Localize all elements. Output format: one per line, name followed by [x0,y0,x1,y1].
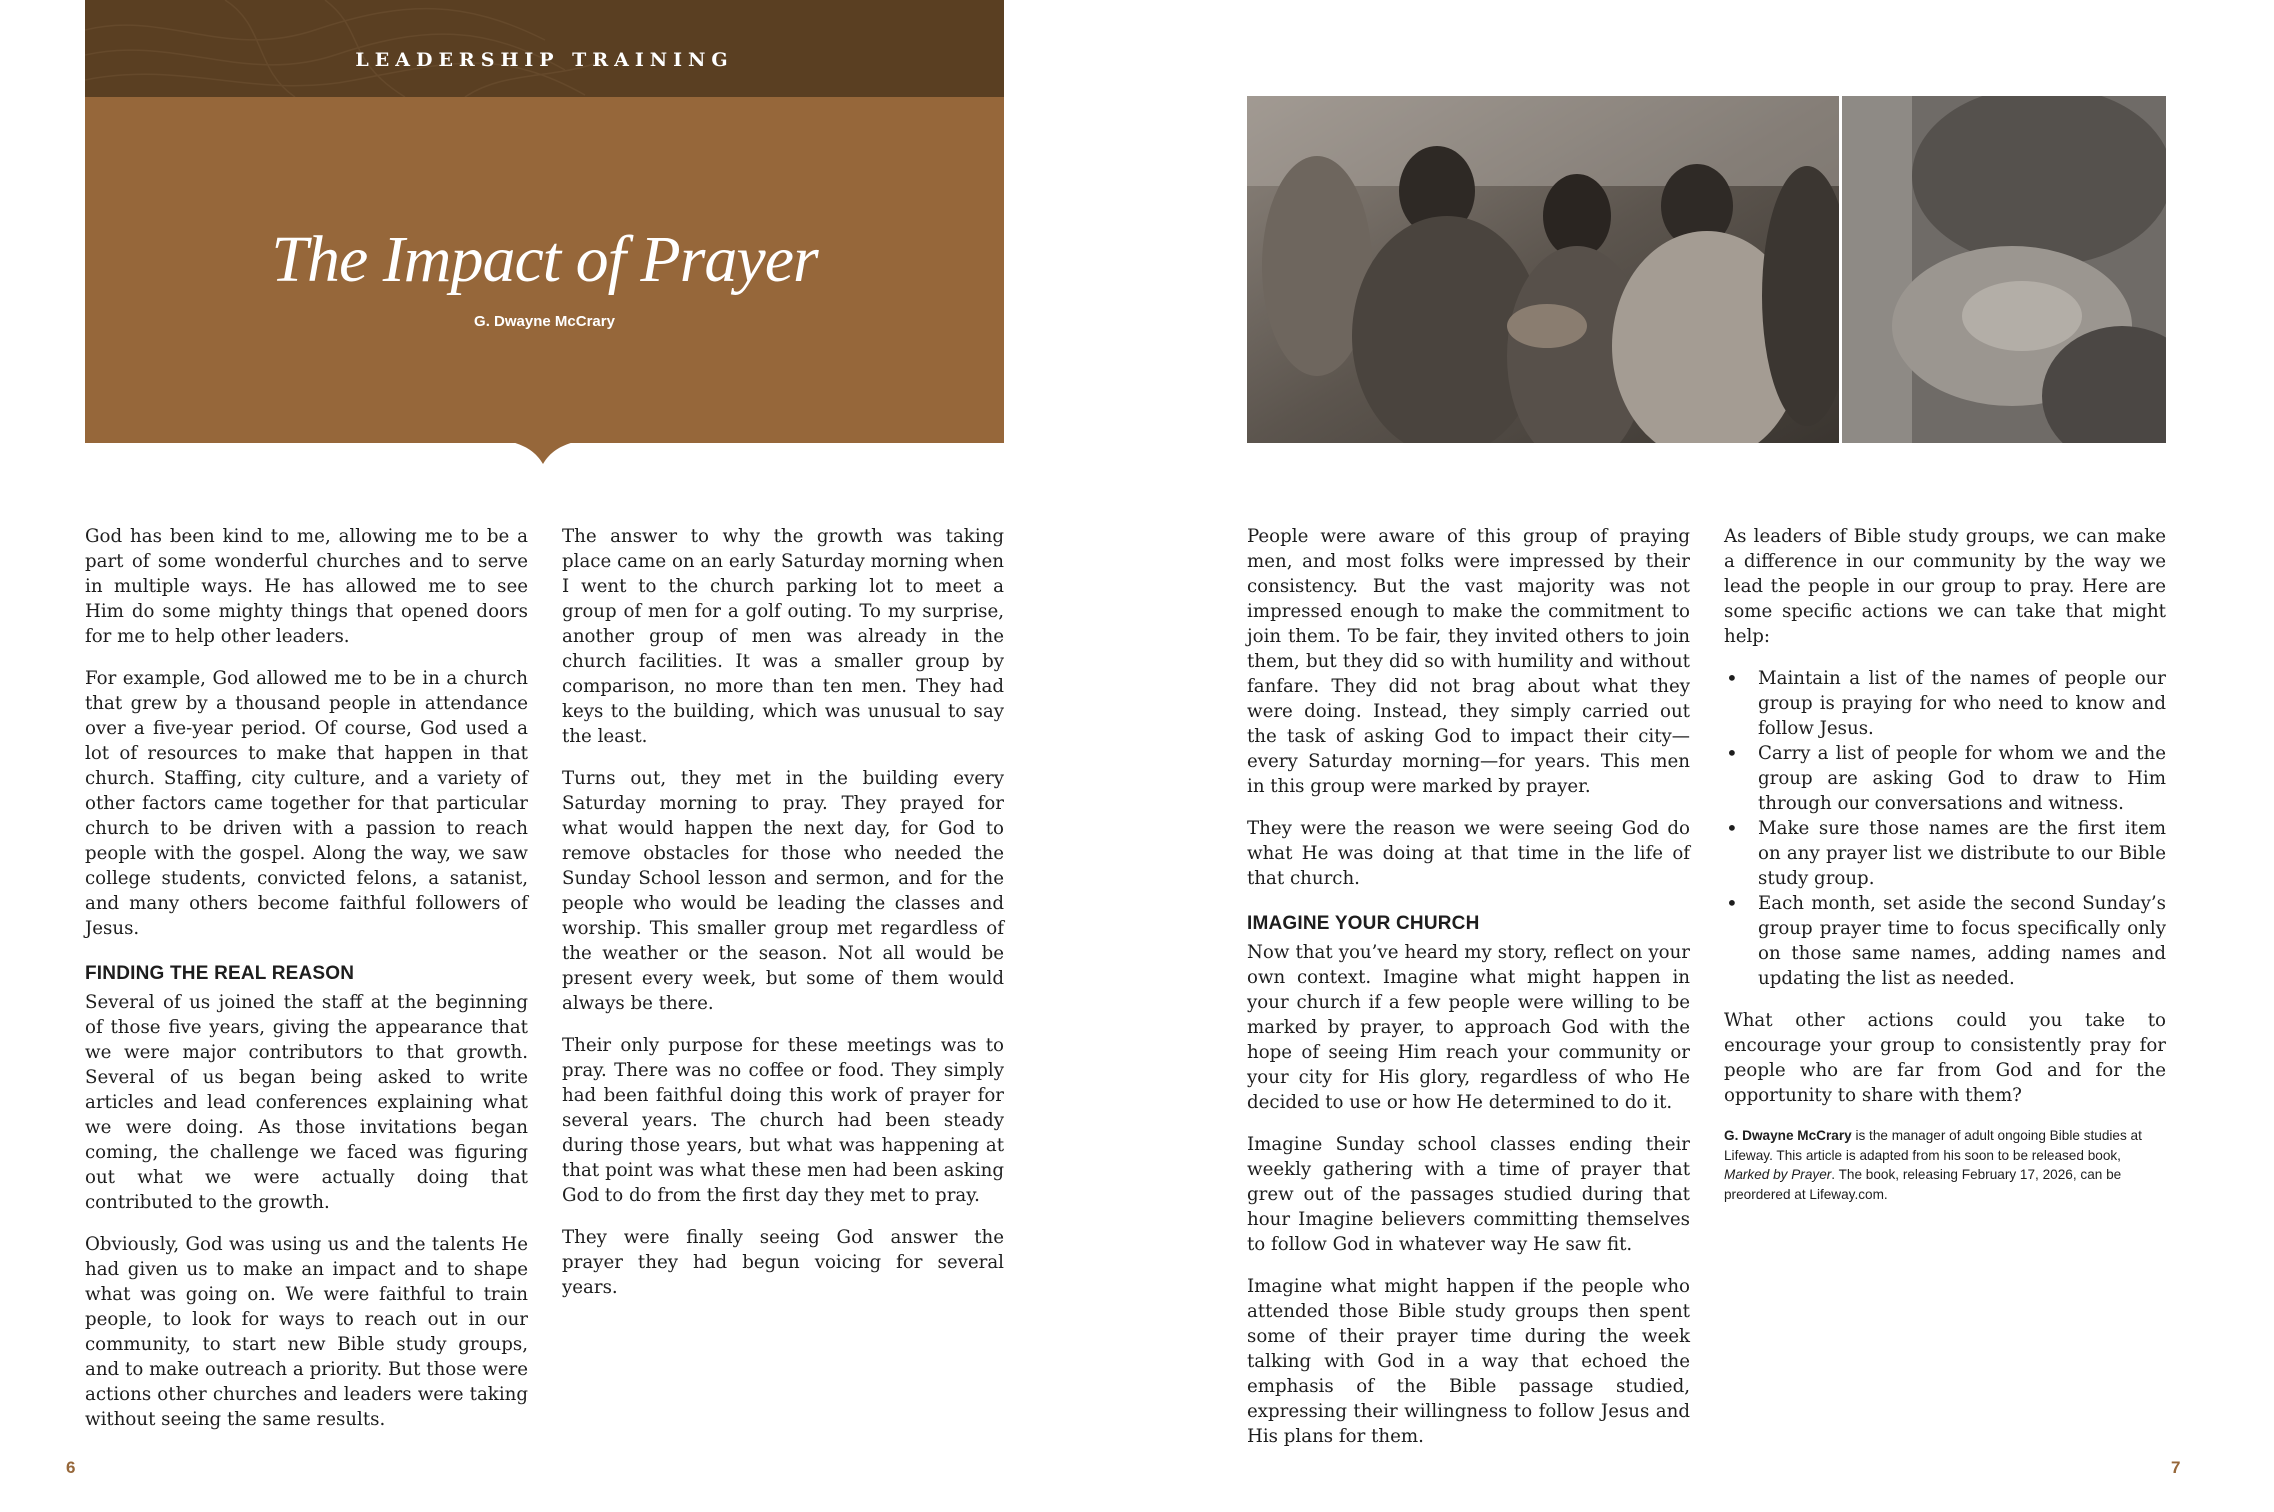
bio-book-title: Marked by Prayer [1724,1167,1832,1183]
kicker-band [85,0,1004,97]
paragraph: They were finally seeing God answer the prayer they had begun voicing for several years. [562,1227,1004,1298]
clasped-hands-photo [1842,96,2166,443]
section-heading: IMAGINE YOUR CHURCH [1247,913,1480,934]
bio-text: is the manager of adult ongoing Bible studies at Lifeway. This article is adapted from his soon to be released book, [1724,1128,2142,1163]
paragraph: Now that you’ve heard my story, reflect on your own context. Imagine what might happen in your church if a few people were willing to be marked by prayer, to approach God with the hope of seeing Him reach your community or your city for His glory, regardless of who He decided to use or how He determined to do it. [1247,942,1690,1113]
bio-author-name: G. Dwayne McCrary [1724,1128,1852,1143]
paragraph: Their only purpose for these meetings was to pray. There was no coffee or food. They simply had been faithful doing this work of prayer for several years. The church had been steady during those years, but what was happening at that point was what these men had been asking God to do from the first day they met to pray. [562,1035,1004,1206]
paragraph: For example, God allowed me to be in a church that grew by a thousand people in attendance over a five-year period. Of course, God used a lot of resources to make that happen in that church. Staffing, city culture, and a variety of other factors came together for that particular church to be driven with a passion to reach people with the gospel. Along the way, we saw college students, convicted felons, a satanist, and many others become faithful followers of Jesus. [85,668,528,939]
page-number-left: 6 [66,1458,76,1477]
paragraph: Turns out, they met in the building every Saturday morning to pray. They prayed for what would happen the next day, for God to remove obstacles for those who needed the Sunday School lesson and sermon, and for the people who would be leading the classes and worship. This smaller group met regardless of the weather or the season. Not all would be present every week, but some of them would always be there. [562,768,1004,1014]
author-bio [1724,1126,2166,1204]
paragraph: People were aware of this group of praying men, and most folks were impressed by their consistency. But the vast majority was not impressed enough to make the commitment to join them. To be fair, they invited others to join them, but they did so with humility and without fanfare. They did not brag about what they were doing. Instead, they simply carried out the task of asking God to impact their city—every Saturday morning—for years. This men in this group were marked by prayer. [1247,526,1690,797]
article-column-2 [562,524,1004,1317]
section-heading: FINDING THE REAL REASON [85,963,355,984]
paragraph: What other actions could you take to encourage your group to consistently pray for people who are far from God and for the opportunity to share with them? [1724,1010,2166,1106]
title-notch-icon [512,442,574,464]
bio-text: . The book, releasing February 17, 2026, can be preordered at Lifeway.com. [1724,1167,2122,1202]
list-item: • Each month, set aside the second Sunday’s group prayer time to focus specifically only on those same names, adding names and updating the list as needed. [1724,891,2166,991]
paragraph: Imagine Sunday school classes ending their weekly gathering with a time of prayer that grew out of the passages studied during that hour Imagine believers committing themselves to follow God in whatever way He saw fit. [1247,1134,1690,1255]
article-column-4 [1724,524,2166,1221]
paragraph: Imagine what might happen if the people who attended those Bible study groups then spent some of their prayer time during the week talking with God in a way that echoed the emphasis of the Bible passage studied, expressing their willingness to follow Jesus and His plans for them. [1247,1276,1690,1447]
paragraph: Obviously, God was using us and the talents He had given us to make an impact and to shape what was going on. We were faithful to train people, to look for ways to reach out in our community, to start new Bible study groups, and to make outreach a priority. But those were actions other churches and leaders were taking without seeing the same results. [85,1234,528,1430]
paragraph: The answer to why the growth was taking place came on an early Saturday morning when I went to the church parking lot to meet a group of men for a golf outing. To my surprise, another group of men was already in the church facilities. It was a smaller group by comparison, no more than ten men. They had keys to the building, which was unusual to say the least. [562,526,1004,747]
paragraph: As leaders of Bible study groups, we can make a difference in our community by the way we lead the people in our group to pray. Here are some specific actions we can take that might help: [1724,526,2166,647]
article-byline: G. Dwayne McCrary [474,313,615,330]
paragraph: God has been kind to me, allowing me to be a part of some wonderful churches and to serve in multiple ways. He has allowed me to see Him do some mighty things that opened doors for me to help other leaders. [85,526,528,647]
article-column-1 [85,524,528,1449]
list-item: • Carry a list of people for whom we and the group are asking God to draw to Him through our conversations and witness. [1724,741,2166,816]
action-list [1724,666,2166,991]
group-prayer-photo-icon [1247,96,1839,443]
clasped-hands-photo-icon [1842,96,2166,443]
section-kicker: LEADERSHIP TRAINING [355,49,734,71]
paragraph: Several of us joined the staff at the beginning of those five years, giving the appearance that we were major contributors to that growth. Several of us began being asked to write articles and lead conferences explaining what we were doing. As those invitations began coming, the challenge we faced was figuring out what we were actually doing that contributed to the growth. [85,992,528,1213]
title-band [85,97,1004,443]
list-item: • Maintain a list of the names of people our group is praying for who need to know and follow Jesus. [1724,666,2166,741]
group-prayer-photo [1247,96,1839,443]
page-number-right: 7 [2171,1458,2181,1477]
article-title: The Impact of Prayer [271,223,818,296]
article-column-3 [1247,524,1690,1466]
list-item: • Make sure those names are the first item on any prayer list we distribute to our Bible study group. [1724,816,2166,891]
paragraph: They were the reason we were seeing God do what He was doing at that time in the life of that church. [1247,818,1690,889]
